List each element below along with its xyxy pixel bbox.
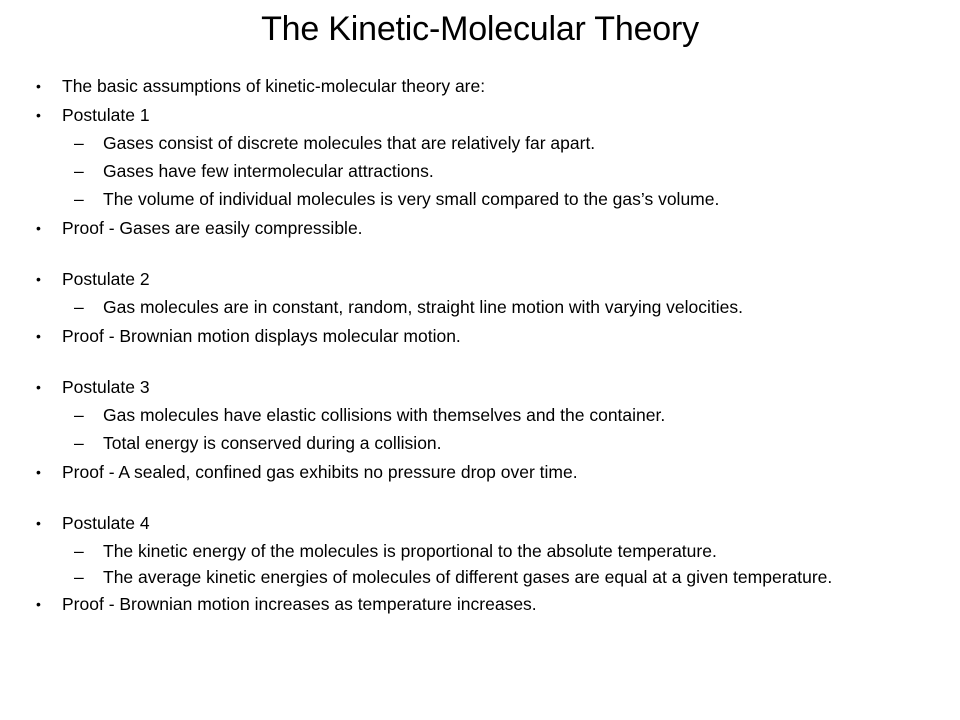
postulate-4-heading [36,512,936,534]
postulate-3-point-1 [36,404,936,426]
postulate-heading-text: Postulate 4 [62,513,150,533]
bullet-icon: • [36,271,41,287]
postulate-1-point-3 [36,188,936,210]
bullet-icon: • [36,107,41,123]
postulate-1-heading [36,104,936,126]
spacer [36,483,936,505]
point-text: Gas molecules have elastic collisions with themselves and the container. [103,405,666,425]
dash-icon: – [74,133,84,153]
bullet-icon: • [36,464,41,480]
point-text: The kinetic energy of the molecules is proportional to the absolute temperature. [103,541,717,561]
slide-body [36,68,936,615]
dash-icon: – [74,405,84,425]
bullet-icon: • [36,379,41,395]
postulate-1-point-2 [36,160,936,182]
postulate-4-point-2 [36,568,893,586]
intro-text: The basic assumptions of kinetic-molecular theory are: [62,76,486,96]
intro-bullet [36,75,936,97]
dash-icon: – [74,189,84,209]
postulate-1-point-1 [36,132,936,154]
dash-icon: – [74,433,84,453]
point-text: Gas molecules are in constant, random, straight line motion with varying velocities. [103,297,744,317]
proof-text: Proof - A sealed, confined gas exhibits no pressure drop over time. [62,462,578,482]
proof-text: Proof - Gases are easily compressible. [62,218,363,238]
point-text: The average kinetic energies of molecules of different gases are equal at a given temperature. [103,567,833,587]
bullet-icon: • [36,220,41,236]
point-text: Gases have few intermolecular attractions. [103,161,434,181]
spacer [36,347,936,369]
dash-icon: – [74,567,84,587]
dash-icon: – [74,161,84,181]
bullet-icon: • [36,78,41,94]
point-text: Gases consist of discrete molecules that are relatively far apart. [103,133,596,153]
spacer [36,239,936,261]
dash-icon: – [74,541,84,561]
proof-text: Proof - Brownian motion increases as temperature increases. [62,594,537,614]
postulate-heading-text: Postulate 1 [62,105,150,125]
postulate-2-proof [36,325,936,347]
postulate-heading-text: Postulate 3 [62,377,150,397]
postulate-4-proof [36,593,936,615]
postulate-3-heading [36,376,936,398]
proof-text: Proof - Brownian motion displays molecular motion. [62,326,461,346]
bullet-icon: • [36,515,41,531]
postulate-heading-text: Postulate 2 [62,269,150,289]
postulate-2-point-1 [36,296,936,318]
postulate-3-proof [36,461,936,483]
postulate-3-point-2 [36,432,936,454]
postulate-2-heading [36,268,936,290]
postulate-1-proof [36,217,936,239]
point-text: Total energy is conserved during a collision. [103,433,442,453]
dash-icon: – [74,297,84,317]
bullet-icon: • [36,596,41,612]
postulate-4-point-1 [36,540,936,562]
point-text: The volume of individual molecules is very small compared to the gas’s volume. [103,189,720,209]
slide-title: The Kinetic-Molecular Theory [261,10,699,48]
bullet-icon: • [36,328,41,344]
